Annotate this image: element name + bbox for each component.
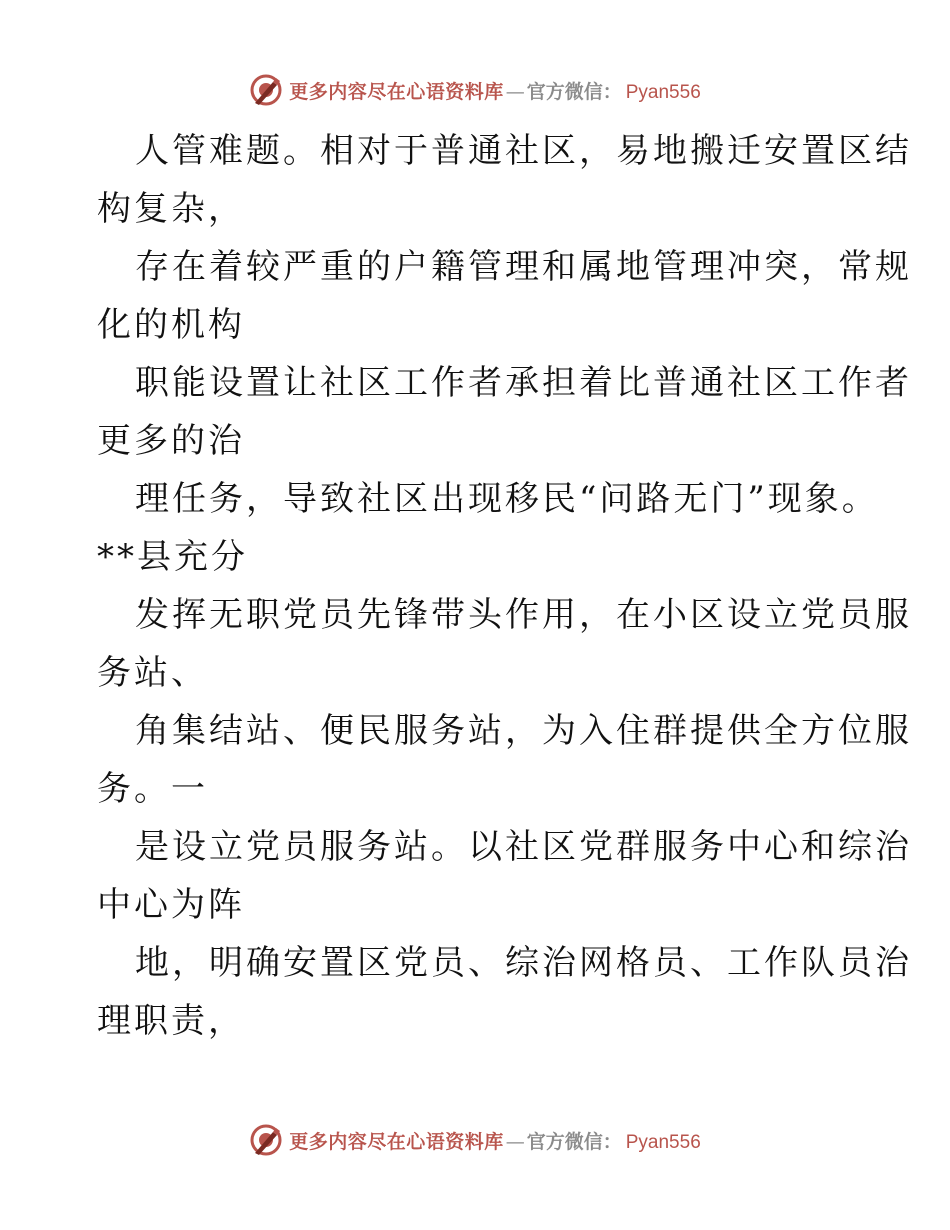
pen-logo-icon [249,73,283,107]
header-banner-wechat-id: Pyan556 [625,81,701,103]
footer-banner-wechat-label: 官方微信： [526,1130,622,1153]
body-line: 务。一 [97,769,208,809]
body-line: 构复杂， [97,189,245,229]
body-line: 角集结站、便民服务站，为入住群提供全方位服 [135,711,912,751]
footer-banner [0,1120,950,1160]
header-banner-title: 更多内容尽在心语资料库 [289,80,504,103]
body-line: 存在着较严重的户籍管理和属地管理冲突，常规 [135,247,912,287]
body-line: **县充分 [97,537,248,577]
footer-banner-dash: — [505,1130,525,1153]
body-line: 发挥无职党员先锋带头作用，在小区设立党员服 [135,595,912,635]
body-line: 更多的治 [97,421,245,461]
body-line: 中心为阵 [97,885,245,925]
body-line: 是设立党员服务站。以社区党群服务中心和综治 [135,827,912,867]
header-banner-dash: — [505,80,525,103]
header-banner [0,70,950,110]
body-line: 人管难题。相对于普通社区，易地搬迁安置区结 [135,131,912,171]
pen-logo-icon [249,1123,283,1157]
footer-banner-wechat-id: Pyan556 [625,1131,701,1153]
document-body [97,122,912,1050]
body-line: 务站、 [97,653,208,693]
body-line: 理任务，导致社区出现移民“问路无门”现象。 [135,479,879,519]
body-line: 化的机构 [97,305,245,345]
header-banner-text [289,77,701,104]
header-banner-wechat-label: 官方微信： [526,80,622,103]
footer-banner-title: 更多内容尽在心语资料库 [289,1130,504,1153]
footer-banner-text [289,1127,701,1154]
body-line: 职能设置让社区工作者承担着比普通社区工作者 [135,363,912,403]
body-line: 理职责， [97,1001,245,1041]
body-line: 地，明确安置区党员、综治网格员、工作队员治 [135,943,912,983]
